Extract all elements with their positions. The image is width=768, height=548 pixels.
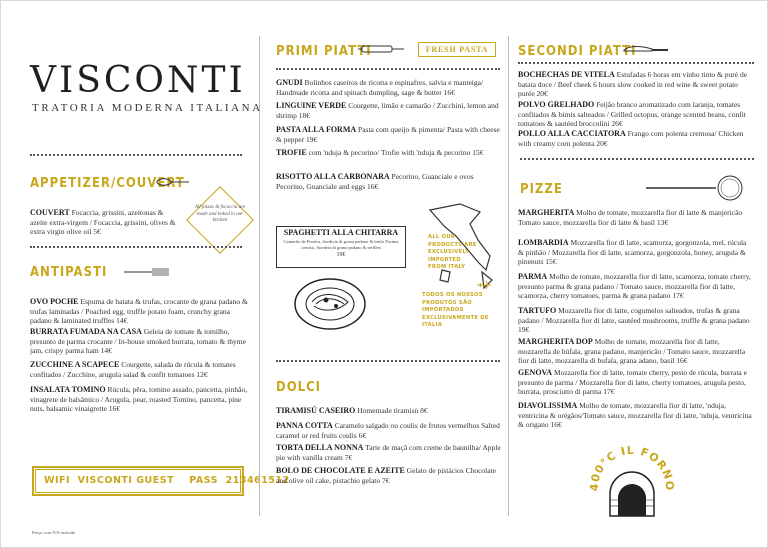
forno-label: 400°C IL FORNO <box>587 443 677 492</box>
menu-item: LINGUINE VERDE Courgette, limão e camarão / Zucchini, lemon and shrimp 18€ <box>276 101 499 120</box>
column-divider <box>259 36 260 516</box>
oven-emblem <box>586 436 678 518</box>
menu-item: MARGHERITA Molho de tomate, mozzarella fior di latte & manjericão Tomato sauce, mozzarella fior di latte & basil 13€ <box>518 208 743 227</box>
column-divider <box>508 36 509 516</box>
menu-item: LOMBARDIA Mozzarella fior di latte, scamorza, gorgonzola, mel, rúcula & pinhão / Mozzarella fior di latte, scamorza, gorgonzola, honey, arugula & pinenuts 15€ <box>518 238 747 267</box>
section-title-antipasti: ANTIPASTI <box>30 265 108 280</box>
menu-item: TARTUFO Mozzarella fior di latte, cogumelos salteados, trufas & grana padano / Mozzarella fior di latte, sautéed mushrooms, truffle & grana padano 19€ <box>518 306 750 335</box>
knife-icon <box>622 44 670 56</box>
menu-item: BOCHECHAS DE VITELA Estufadas 6 horas em vinho tinto & puré de batata doce / Beef cheek 6 hours slow cooked in red wine & sweet potato purée 20€ <box>518 70 748 99</box>
divider <box>30 154 242 156</box>
diamond-note: All pizzas & focaccia are made and baked in our kitchen <box>194 205 246 223</box>
pasta-roller-icon <box>358 42 406 56</box>
divider <box>276 360 500 362</box>
spoon-icon <box>156 177 190 187</box>
menu-item: INSALATA TOMINO Rúcula, pêra, tomino assado, pancetta, pinhão, vinagrete de balsâmico / Arugula, pear, roasted Tomino, pancetta, pine nuts, balsamic vinaigrette 16€ <box>30 385 248 414</box>
menu-item: PARMA Molho de tomate, mozzarella fior di latte, scamorza, tomate cherry, presunto parma & grana padano / Tomato sauce, mozzarella fior di latte, scamorza, cherry tomatoes, parma & grana padano 17€ <box>518 272 751 301</box>
airplane-icon <box>476 280 492 290</box>
special-price: 19€ <box>336 252 346 258</box>
menu-item: TORTA DELLA NONNA Tarte de maçã com creme de baunilha/ Apple pie with vanilla cream 7€ <box>276 443 501 462</box>
section-title-appetizer: APPETIZER/COUVERT <box>30 176 185 191</box>
footnote: Preço com IVA incluído <box>32 530 76 535</box>
menu-item: OVO POCHE Espuma de batata & trufas, crocante de grana padano & trufas laminadas / Poached egg, truffle potato foam, crunchy grana padano & laminated truffles 14€ <box>30 297 248 326</box>
italy-badge-pt: TODOS OS NOSSOS PRODUTOS SÃO IMPORTADOS EXCLUSIVAMENTE DE ITÁLIA <box>422 292 489 329</box>
menu-item: BURRATA FUMADA NA CASA Geleia de tomate & tomilho, presunto de parma crocante / In-house smoked burrata, tomato & thyme jam, crispy parma ham 14€ <box>30 327 246 356</box>
special-title: SPAGHETTI ALLA CHITARRA <box>283 228 399 237</box>
section-title-pizze: PIZZE <box>520 182 563 197</box>
fork-icon <box>124 266 170 277</box>
menu-item: DIAVOLISSIMA Molho de tomate, mozzarella fior di latte, 'nduja, ventricina & orégãos/Tomato sauce, mozzarella fior di latte, 'nduja, ventricina & origano 16€ <box>518 401 752 430</box>
menu-item: GNUDI Bolinhos caseiros de ricotta e espinafres, salvia e manteiga/ Handmade ricotta and spinach dumpling, sage & butter 16€ <box>276 78 484 97</box>
pizza-peel-icon <box>646 174 744 202</box>
menu-item: TROFIE com 'nduja & pecorino/ Trofie with 'nduja & pecorino 15€ <box>276 148 484 157</box>
brand-logo: VISCONTI <box>30 60 246 101</box>
section-title-secondi: SECONDI PIATTI <box>518 44 637 59</box>
menu-item: RISOTTO ALLA CARBONARA Pecorino, Guanciale e ovos Pecorino, Guanciale and eggs 16€ <box>276 172 474 191</box>
italy-badge-en: ALL OUR PRODUCTS ARE EXCLUSIVELY IMPORTED FROM ITALY <box>428 234 477 271</box>
pasta-plate-icon <box>292 276 368 332</box>
menu-item: POLLO ALLA CACCIATORA Frango com polenta cremosa/ Chicken with creamy corn polenta 20€ <box>518 129 744 148</box>
section-title-dolci: DOLCI <box>276 380 322 395</box>
divider <box>30 246 242 248</box>
menu-item: POLVO GRELHADO Feijão branco aromatizado com laranja, tomates confitados & bimis salteados / Grilled octopus, orange scented beans, confit tomatoes & sautéed broccolini 26€ <box>518 100 746 129</box>
menu-item: BOLO DE CHOCOLATE E AZEITE Gelato de pistácios Chocolate and olive oil cake, pistachio gelato 7€ <box>276 466 497 485</box>
menu-item: MARGHERITA DOP Molho de tomate, mozzarella fior di latte, mozzarella de búfala, grana padano, manjericão / Tomato sauce, mozzarella fior di latte, mozzarella di bufala, grana adano, basil 16€ <box>518 337 746 366</box>
section-title-primi: PRIMI PIATTI <box>276 44 372 59</box>
special-desc: Camarão de Poreira, fiordicia di grana padano & tinifo Porima cemiso, fioedeta di grana padano & trefflex <box>283 239 399 250</box>
menu-item: PANNA COTTA Caramelo salgado ou coulis de frutos vermelhos Salted caramel or red fruits coulis 6€ <box>276 421 500 440</box>
divider <box>518 62 754 64</box>
wifi-info: WIFI VISCONTI GUEST PASS 213461512 <box>44 475 290 486</box>
menu-item: PASTA ALLA FORMA Pasta com queijo & pimenta/ Pasta with cheese & pepper 19€ <box>276 125 500 144</box>
brand-tagline: TRATORIA MODERNA ITALIANA <box>32 102 263 114</box>
divider <box>520 158 754 160</box>
divider <box>276 68 500 70</box>
fresh-pasta-badge: FRESH PASTA <box>418 42 496 57</box>
menu-item: GENOVA Mozzarella fior di latte, tomate cherry, pesto de rúcula, burrata e presunto de parma / Mozzarella fior di latte, cherry tomatoes, arugula pesto, burrata, prosciutto di parma 17€ <box>518 368 747 397</box>
menu-item: TIRAMISÚ CASEIRO Homemade tiramisù 8€ <box>276 406 428 415</box>
menu-item: COUVERT Focaccia, grissini, azeitonas & azeite extra-virgem / Focaccia, grissini, olives & extra virgin olive oil 5€ <box>30 208 176 237</box>
menu-item: ZUCCHINE A SCAPECE Courgette, salada de rúcula & tomates confitados / Zucchine, arugula salad & confit tomatoes 12€ <box>30 360 236 379</box>
